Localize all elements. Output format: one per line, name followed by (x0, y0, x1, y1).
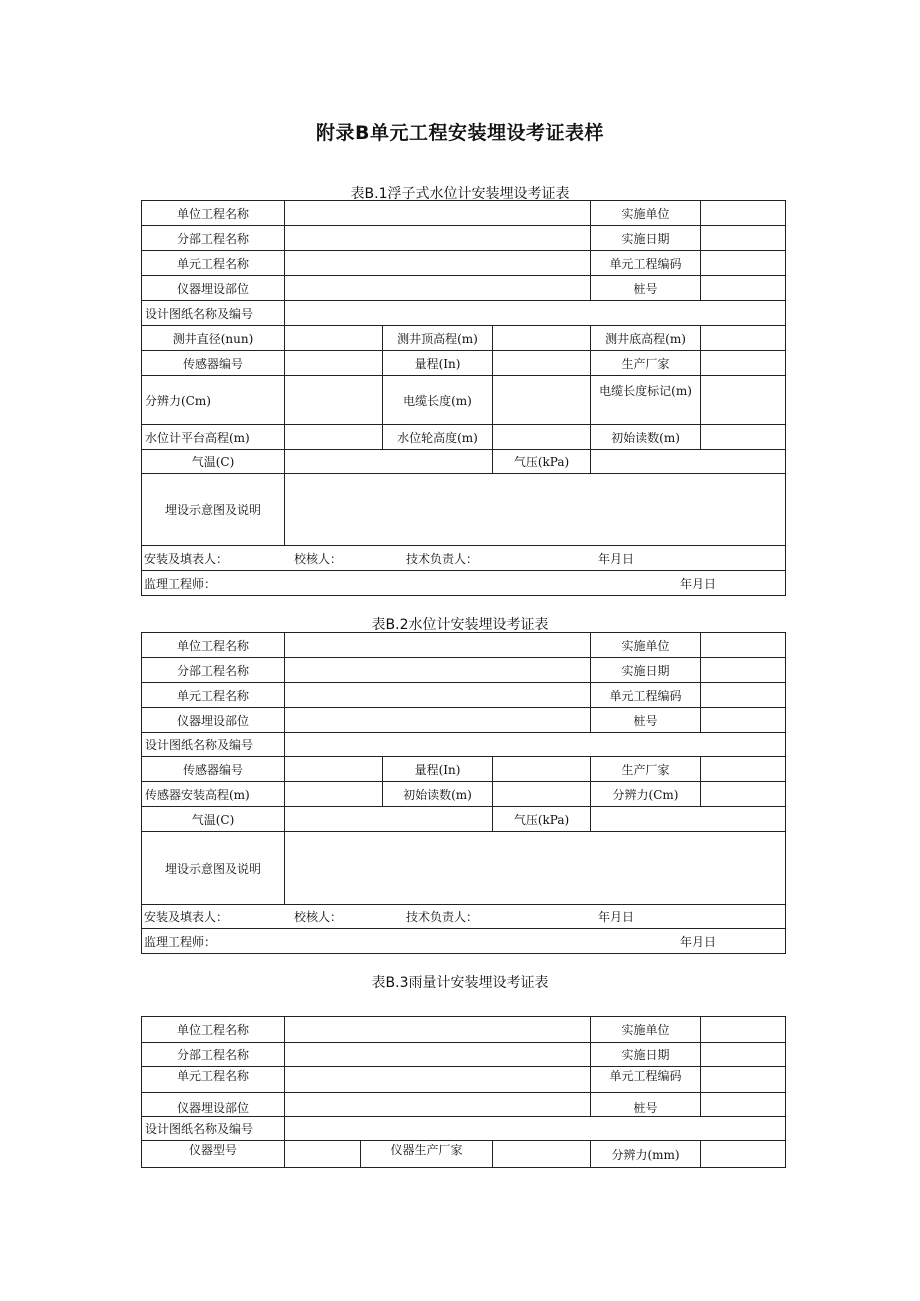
field-cable-mark[interactable] (701, 376, 786, 425)
field-well-bottom-elev[interactable] (701, 326, 786, 351)
field-element-project-code[interactable] (701, 1067, 786, 1093)
table2 (141, 632, 786, 954)
field-pile-number[interactable] (701, 276, 786, 301)
label-design-drawing: 设计图纸名称及编号 (142, 733, 285, 757)
label-pile-number: 桩号 (591, 276, 701, 301)
field-division-project-name[interactable] (285, 226, 591, 251)
field-implementing-unit[interactable] (701, 201, 786, 226)
field-implementation-date[interactable] (701, 226, 786, 251)
label-air-pressure: 气压(kPa) (493, 807, 591, 832)
label-diagram-note: 埋设示意图及说明 (142, 832, 285, 905)
label-division-project-name: 分部工程名称 (142, 1043, 285, 1067)
label-sensor-no: 传感器编号 (142, 757, 285, 782)
field-resolution[interactable] (285, 376, 383, 425)
label-manufacturer: 生产厂家 (591, 757, 701, 782)
date-label: 年月日 (598, 551, 635, 566)
field-instrument-location[interactable] (285, 1093, 591, 1117)
field-initial-reading[interactable] (493, 782, 591, 807)
label-well-top-elev: 测井顶高程(m) (383, 326, 493, 351)
field-element-project-name[interactable] (285, 683, 591, 708)
table1-title: 表B.1浮子式水位计安装埋设考证表 (350, 186, 570, 202)
field-air-temp[interactable] (285, 807, 493, 832)
label-manufacturer: 生产厂家 (591, 351, 701, 376)
supervisor-label: 监理工程师： (144, 576, 217, 591)
field-sensor-elev[interactable] (285, 782, 383, 807)
table1 (141, 200, 786, 596)
field-platform-elev[interactable] (285, 425, 383, 450)
field-air-temp[interactable] (285, 450, 493, 474)
field-instrument-location[interactable] (285, 276, 591, 301)
label-division-project-name: 分部工程名称 (142, 226, 285, 251)
label-sensor-no: 传感器编号 (142, 351, 285, 376)
field-element-project-code[interactable] (701, 683, 786, 708)
label-initial-reading: 初始读数(m) (591, 425, 701, 450)
field-unit-project-name[interactable] (285, 1017, 591, 1043)
label-element-project-code: 单元工程编码 (591, 683, 701, 708)
checker-label: 校核人： (294, 910, 343, 924)
tech-lead-label: 技术负责人： (406, 910, 479, 924)
field-resolution[interactable] (701, 782, 786, 807)
field-design-drawing[interactable] (285, 1117, 786, 1141)
field-manufacturer[interactable] (701, 351, 786, 376)
label-air-temp: 气温(C) (142, 807, 285, 832)
signature-row (142, 546, 786, 571)
label-element-project-code: 单元工程编码 (591, 1067, 701, 1093)
field-diagram-note[interactable] (285, 832, 786, 905)
field-well-top-elev[interactable] (493, 326, 591, 351)
label-implementation-date: 实施日期 (591, 226, 701, 251)
label-cable-length: 电缆长度(m) (383, 376, 493, 425)
checker-label: 校核人： (294, 551, 343, 566)
label-element-project-name: 单元工程名称 (142, 251, 285, 276)
field-sensor-no[interactable] (285, 757, 383, 782)
field-range[interactable] (493, 757, 591, 782)
label-pile-number: 桩号 (591, 1093, 701, 1117)
label-instrument-maker: 仪器生产厂家 (361, 1141, 493, 1168)
field-implementation-date[interactable] (701, 658, 786, 683)
field-element-project-code[interactable] (701, 251, 786, 276)
label-unit-project-name: 单位工程名称 (142, 201, 285, 226)
label-division-project-name: 分部工程名称 (142, 658, 285, 683)
label-air-temp: 气温(C) (142, 450, 285, 474)
label-implementing-unit: 实施单位 (591, 1017, 701, 1043)
field-initial-reading[interactable] (701, 425, 786, 450)
signature-row (142, 905, 786, 929)
field-resolution[interactable] (701, 1141, 786, 1168)
field-design-drawing[interactable] (285, 301, 786, 326)
page-title: 附录B单元工程安装埋设考证表样 (316, 122, 604, 144)
field-instrument-location[interactable] (285, 708, 591, 733)
label-implementing-unit: 实施单位 (591, 633, 701, 658)
label-diagram-note: 埋设示意图及说明 (142, 474, 285, 546)
label-resolution: 分辨力(Cm) (142, 376, 285, 425)
label-range: 量程(In) (383, 757, 493, 782)
field-division-project-name[interactable] (285, 1043, 591, 1067)
installer-label: 安装及填表人： (144, 551, 229, 566)
field-instrument-maker[interactable] (493, 1141, 591, 1168)
label-pile-number: 桩号 (591, 708, 701, 733)
field-element-project-name[interactable] (285, 1067, 591, 1093)
field-sensor-no[interactable] (285, 351, 383, 376)
supervisor-row (142, 929, 786, 954)
field-element-project-name[interactable] (285, 251, 591, 276)
installer-label: 安装及填表人： (144, 910, 229, 924)
label-instrument-location: 仪器埋设部位 (142, 276, 285, 301)
field-design-drawing[interactable] (285, 733, 786, 757)
label-resolution: 分辨力(mm) (591, 1141, 701, 1168)
label-design-drawing: 设计图纸名称及编号 (142, 301, 285, 326)
label-element-project-name: 单元工程名称 (142, 1067, 285, 1093)
supervisor-label: 监理工程师： (144, 934, 217, 949)
table3 (141, 1016, 786, 1168)
field-cable-length[interactable] (493, 376, 591, 425)
label-instrument-location: 仪器埋设部位 (142, 1093, 285, 1117)
field-wheel-height[interactable] (493, 425, 591, 450)
field-unit-project-name[interactable] (285, 633, 591, 658)
label-platform-elev: 水位计平台高程(m) (142, 425, 285, 450)
label-instrument-model: 仪器型号 (142, 1141, 285, 1168)
field-instrument-model[interactable] (285, 1141, 361, 1168)
label-initial-reading: 初始读数(m) (383, 782, 493, 807)
label-range: 量程(In) (383, 351, 493, 376)
field-air-pressure[interactable] (591, 450, 786, 474)
label-resolution: 分辨力(Cm) (591, 782, 701, 807)
field-implementing-unit[interactable] (701, 633, 786, 658)
label-sensor-elev: 传感器安装高程(m) (142, 782, 285, 807)
supervisor-date-label: 年月日 (680, 934, 717, 949)
label-wheel-height: 水位轮高度(m) (383, 425, 493, 450)
field-implementation-date[interactable] (701, 1043, 786, 1067)
field-range[interactable] (493, 351, 591, 376)
label-well-diameter: 测井直径(nun) (142, 326, 285, 351)
field-division-project-name[interactable] (285, 658, 591, 683)
field-manufacturer[interactable] (701, 757, 786, 782)
supervisor-date-label: 年月日 (680, 576, 717, 591)
label-cable-mark: 电缆长度标记(m) (591, 376, 701, 425)
field-well-diameter[interactable] (285, 326, 383, 351)
field-air-pressure[interactable] (591, 807, 786, 832)
label-unit-project-name: 单位工程名称 (142, 1017, 285, 1043)
table3-title: 表B.3雨量计安装埋设考证表 (371, 975, 549, 991)
field-implementing-unit[interactable] (701, 1017, 786, 1043)
tech-lead-label: 技术负责人： (406, 551, 479, 566)
label-instrument-location: 仪器埋设部位 (142, 708, 285, 733)
field-pile-number[interactable] (701, 708, 786, 733)
table2-title: 表B.2水位计安装埋设考证表 (371, 617, 549, 633)
field-pile-number[interactable] (701, 1093, 786, 1117)
field-diagram-note[interactable] (285, 474, 786, 546)
label-well-bottom-elev: 测井底高程(m) (591, 326, 701, 351)
date-label: 年月日 (598, 910, 635, 924)
supervisor-row (142, 571, 786, 596)
label-element-project-name: 单元工程名称 (142, 683, 285, 708)
label-air-pressure: 气压(kPa) (493, 450, 591, 474)
label-design-drawing: 设计图纸名称及编号 (142, 1117, 285, 1141)
label-implementing-unit: 实施单位 (591, 201, 701, 226)
field-unit-project-name[interactable] (285, 201, 591, 226)
label-implementation-date: 实施日期 (591, 658, 701, 683)
label-element-project-code: 单元工程编码 (591, 251, 701, 276)
label-implementation-date: 实施日期 (591, 1043, 701, 1067)
label-unit-project-name: 单位工程名称 (142, 633, 285, 658)
